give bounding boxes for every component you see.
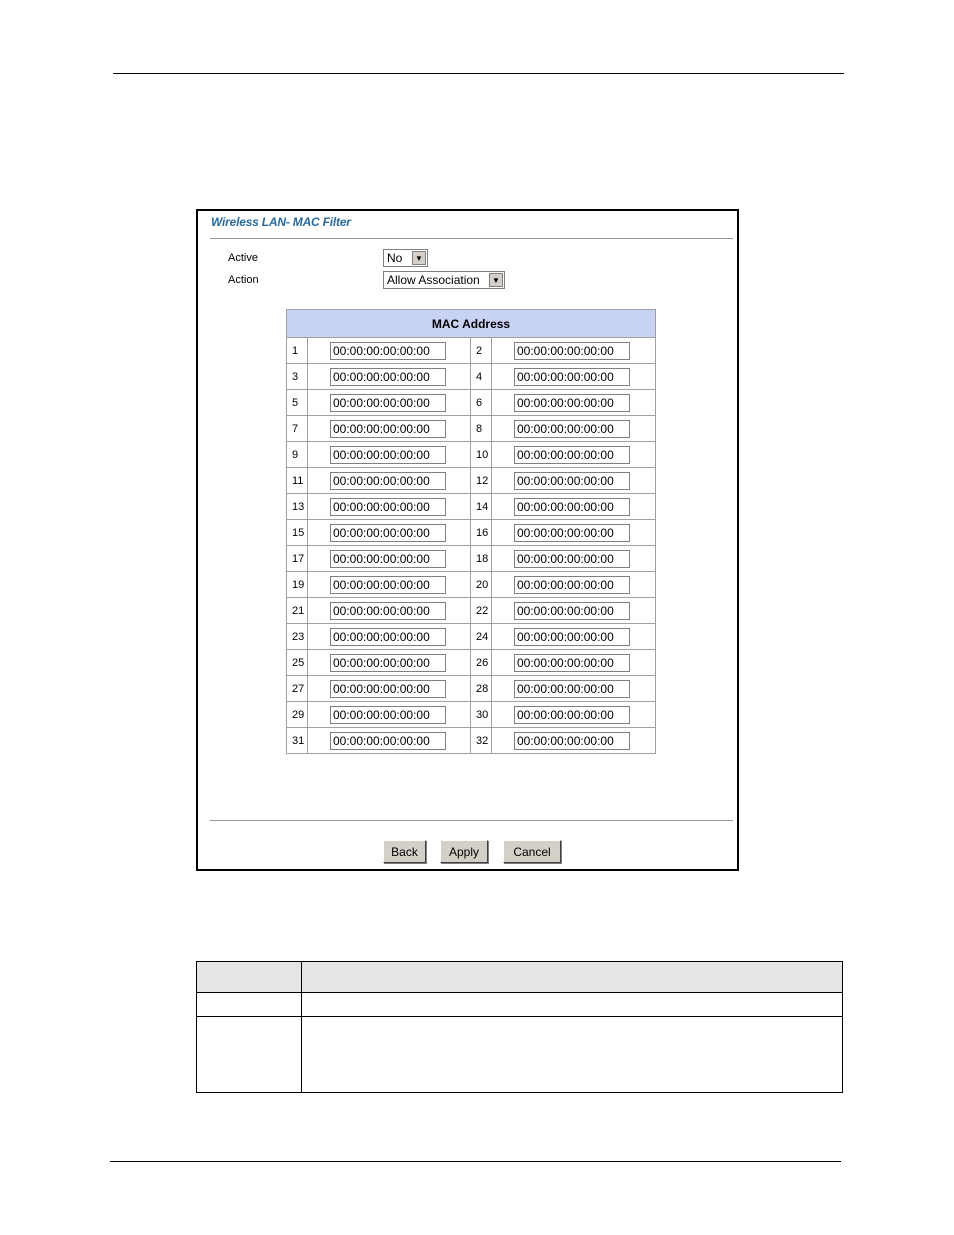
entry-number: 26 xyxy=(471,650,492,676)
footer-divider xyxy=(210,820,733,821)
mac-address-table xyxy=(286,309,656,754)
mac-address-input-18[interactable] xyxy=(514,550,630,568)
mac-address-input-16[interactable] xyxy=(514,524,630,542)
mac-entry-cell xyxy=(308,338,471,364)
mac-address-header: MAC Address xyxy=(287,310,656,338)
entry-number: 22 xyxy=(471,598,492,624)
page-footer-rule xyxy=(110,1161,841,1162)
table-row xyxy=(287,494,656,520)
table-row xyxy=(287,624,656,650)
mac-entry-cell xyxy=(308,624,471,650)
entry-number: 23 xyxy=(287,624,308,650)
entry-number: 20 xyxy=(471,572,492,598)
table-row xyxy=(287,520,656,546)
mac-address-input-1[interactable] xyxy=(330,342,446,360)
mac-address-input-22[interactable] xyxy=(514,602,630,620)
mac-entry-cell xyxy=(492,598,656,624)
page-header-rule xyxy=(113,73,844,74)
mac-address-input-3[interactable] xyxy=(330,368,446,386)
entry-number: 15 xyxy=(287,520,308,546)
mac-entry-cell xyxy=(492,624,656,650)
table-row xyxy=(287,650,656,676)
entry-number: 17 xyxy=(287,546,308,572)
mac-address-input-17[interactable] xyxy=(330,550,446,568)
mac-entry-cell xyxy=(308,572,471,598)
mac-entry-cell xyxy=(492,468,656,494)
entry-number: 1 xyxy=(287,338,308,364)
mac-entry-cell xyxy=(308,728,471,754)
mac-address-input-23[interactable] xyxy=(330,628,446,646)
mac-address-input-20[interactable] xyxy=(514,576,630,594)
entry-number: 21 xyxy=(287,598,308,624)
entry-number: 9 xyxy=(287,442,308,468)
mac-entry-cell xyxy=(492,520,656,546)
mac-address-input-19[interactable] xyxy=(330,576,446,594)
mac-address-input-32[interactable] xyxy=(514,732,630,750)
table-row xyxy=(287,676,656,702)
mac-address-input-10[interactable] xyxy=(514,446,630,464)
mac-address-input-14[interactable] xyxy=(514,498,630,516)
mac-address-input-27[interactable] xyxy=(330,680,446,698)
mac-address-input-9[interactable] xyxy=(330,446,446,464)
entry-number: 28 xyxy=(471,676,492,702)
screen-title: Wireless LAN- MAC Filter xyxy=(211,215,351,229)
active-select[interactable] xyxy=(383,249,428,267)
entry-number: 24 xyxy=(471,624,492,650)
mac-filter-screen xyxy=(196,209,739,871)
mac-entry-cell xyxy=(492,650,656,676)
table-row xyxy=(287,338,656,364)
action-label: Action xyxy=(228,274,259,286)
desc-row-1-description-cell xyxy=(302,993,843,1017)
desc-header-label-cell xyxy=(197,962,302,993)
active-selected-value: No xyxy=(387,251,403,265)
action-selected-value: Allow Association xyxy=(387,273,480,287)
entry-number: 12 xyxy=(471,468,492,494)
mac-address-input-2[interactable] xyxy=(514,342,630,360)
mac-entry-cell xyxy=(308,442,471,468)
dropdown-arrow-icon[interactable]: ▼ xyxy=(412,251,426,265)
mac-entry-cell xyxy=(492,364,656,390)
table-row xyxy=(287,572,656,598)
entry-number: 30 xyxy=(471,702,492,728)
mac-entry-cell xyxy=(492,572,656,598)
mac-entry-cell xyxy=(308,702,471,728)
entry-number: 16 xyxy=(471,520,492,546)
entry-number: 10 xyxy=(471,442,492,468)
mac-address-input-12[interactable] xyxy=(514,472,630,490)
action-select[interactable] xyxy=(383,271,505,289)
entry-number: 27 xyxy=(287,676,308,702)
mac-address-input-28[interactable] xyxy=(514,680,630,698)
mac-address-input-30[interactable] xyxy=(514,706,630,724)
entry-number: 4 xyxy=(471,364,492,390)
entry-number: 2 xyxy=(471,338,492,364)
mac-address-input-4[interactable] xyxy=(514,368,630,386)
mac-entry-cell xyxy=(492,338,656,364)
entry-number: 32 xyxy=(471,728,492,754)
desc-row-1-label-cell xyxy=(197,993,302,1017)
desc-row-2-label-cell xyxy=(197,1017,302,1093)
mac-address-input-15[interactable] xyxy=(330,524,446,542)
mac-entry-cell xyxy=(492,702,656,728)
mac-entry-cell xyxy=(308,598,471,624)
mac-entry-cell xyxy=(308,416,471,442)
mac-address-input-25[interactable] xyxy=(330,654,446,672)
mac-entry-cell xyxy=(308,676,471,702)
entry-number: 14 xyxy=(471,494,492,520)
mac-entry-cell xyxy=(492,676,656,702)
mac-entry-cell xyxy=(308,520,471,546)
mac-address-input-5[interactable] xyxy=(330,394,446,412)
desc-header-description-cell xyxy=(302,962,843,993)
entry-number: 29 xyxy=(287,702,308,728)
table-row xyxy=(287,546,656,572)
entry-number: 3 xyxy=(287,364,308,390)
entry-number: 5 xyxy=(287,390,308,416)
desc-row-2-description-cell xyxy=(302,1017,843,1093)
table-row xyxy=(287,598,656,624)
mac-entry-cell xyxy=(492,442,656,468)
table-row xyxy=(287,390,656,416)
table-row xyxy=(287,468,656,494)
mac-address-input-6[interactable] xyxy=(514,394,630,412)
back-button[interactable]: Back xyxy=(383,840,426,863)
mac-entry-cell xyxy=(492,546,656,572)
entry-number: 18 xyxy=(471,546,492,572)
mac-entry-cell xyxy=(492,416,656,442)
mac-address-input-8[interactable] xyxy=(514,420,630,438)
mac-entry-cell xyxy=(308,390,471,416)
entry-number: 11 xyxy=(287,468,308,494)
mac-address-input-21[interactable] xyxy=(330,602,446,620)
table-row xyxy=(287,442,656,468)
mac-entry-cell xyxy=(308,650,471,676)
table-row xyxy=(287,728,656,754)
mac-address-input-11[interactable] xyxy=(330,472,446,490)
mac-entry-cell xyxy=(308,546,471,572)
table-row xyxy=(287,702,656,728)
mac-address-input-24[interactable] xyxy=(514,628,630,646)
title-divider xyxy=(210,238,733,239)
mac-entry-cell xyxy=(308,364,471,390)
entry-number: 13 xyxy=(287,494,308,520)
table-row xyxy=(287,416,656,442)
table-row xyxy=(287,364,656,390)
mac-entry-cell xyxy=(492,494,656,520)
entry-number: 6 xyxy=(471,390,492,416)
active-label: Active xyxy=(228,252,258,264)
mac-address-input-26[interactable] xyxy=(514,654,630,672)
entry-number: 8 xyxy=(471,416,492,442)
mac-address-input-13[interactable] xyxy=(330,498,446,516)
mac-entry-cell xyxy=(308,468,471,494)
mac-entry-cell xyxy=(308,494,471,520)
mac-address-input-31[interactable] xyxy=(330,732,446,750)
mac-address-input-7[interactable] xyxy=(330,420,446,438)
entry-number: 19 xyxy=(287,572,308,598)
cancel-button[interactable]: Cancel xyxy=(503,840,561,863)
mac-entry-cell xyxy=(492,390,656,416)
field-description-table xyxy=(196,961,843,1093)
mac-entry-cell xyxy=(492,728,656,754)
entry-number: 31 xyxy=(287,728,308,754)
entry-number: 7 xyxy=(287,416,308,442)
dropdown-arrow-icon[interactable]: ▼ xyxy=(489,273,503,287)
entry-number: 25 xyxy=(287,650,308,676)
apply-button[interactable]: Apply xyxy=(440,840,488,863)
mac-address-input-29[interactable] xyxy=(330,706,446,724)
